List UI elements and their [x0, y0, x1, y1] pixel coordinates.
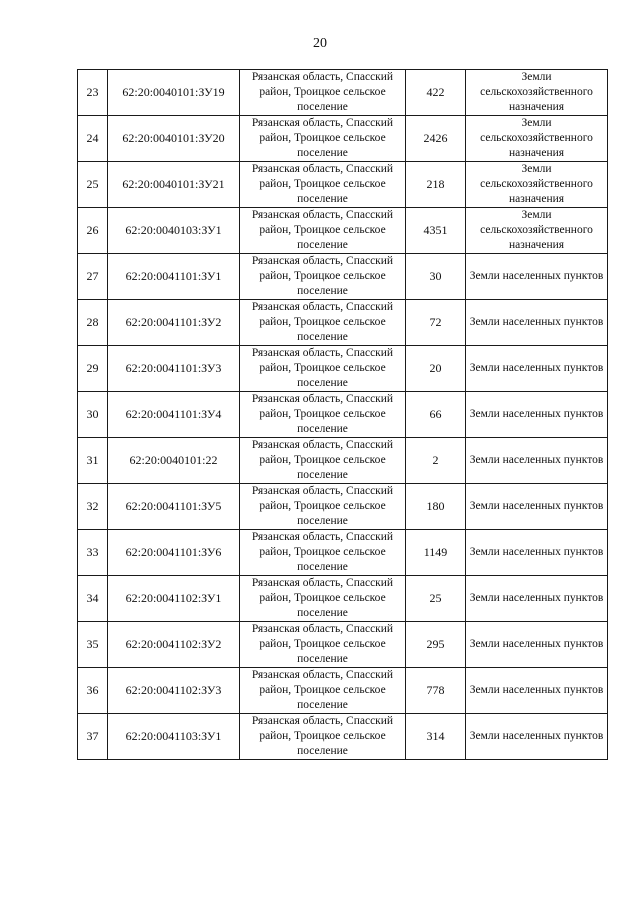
area-cell: 66: [406, 392, 466, 438]
cadastral-number-cell: 62:20:0040101:ЗУ21: [108, 162, 240, 208]
row-number-cell: 34: [78, 576, 108, 622]
area-cell: 20: [406, 346, 466, 392]
table-row: [78, 714, 608, 760]
land-category-cell: Земли населенных пунктов: [466, 576, 608, 622]
land-category-cell: Земли населенных пунктов: [466, 668, 608, 714]
address-cell: Рязанская область, Спасский район, Троицкое сельское поселение: [240, 438, 406, 484]
address-cell: Рязанская область, Спасский район, Троицкое сельское поселение: [240, 392, 406, 438]
cadastral-number-cell: 62:20:0041102:ЗУ1: [108, 576, 240, 622]
cadastral-number-cell: 62:20:0041101:ЗУ2: [108, 300, 240, 346]
land-category-cell: Земли населенных пунктов: [466, 484, 608, 530]
row-number-cell: 37: [78, 714, 108, 760]
table-row: [78, 70, 608, 116]
land-category-cell: Земли населенных пунктов: [466, 622, 608, 668]
area-cell: 72: [406, 300, 466, 346]
row-number-cell: 32: [78, 484, 108, 530]
land-category-cell: Земли населенных пунктов: [466, 254, 608, 300]
land-category-cell: Земли сельскохозяйственного назначения: [466, 70, 608, 116]
address-cell: Рязанская область, Спасский район, Троицкое сельское поселение: [240, 208, 406, 254]
address-cell: Рязанская область, Спасский район, Троицкое сельское поселение: [240, 484, 406, 530]
address-cell: Рязанская область, Спасский район, Троицкое сельское поселение: [240, 300, 406, 346]
address-cell: Рязанская область, Спасский район, Троицкое сельское поселение: [240, 714, 406, 760]
table-row: [78, 530, 608, 576]
table-row: [78, 254, 608, 300]
cadastral-number-cell: 62:20:0041102:ЗУ2: [108, 622, 240, 668]
area-cell: 218: [406, 162, 466, 208]
address-cell: Рязанская область, Спасский район, Троицкое сельское поселение: [240, 668, 406, 714]
row-number-cell: 29: [78, 346, 108, 392]
cadastral-number-cell: 62:20:0041102:ЗУ3: [108, 668, 240, 714]
cadastral-number-cell: 62:20:0041101:ЗУ6: [108, 530, 240, 576]
cadastral-number-cell: 62:20:0041103:ЗУ1: [108, 714, 240, 760]
table-row: [78, 576, 608, 622]
cadastral-number-cell: 62:20:0041101:ЗУ4: [108, 392, 240, 438]
address-cell: Рязанская область, Спасский район, Троицкое сельское поселение: [240, 116, 406, 162]
land-category-cell: Земли сельскохозяйственного назначения: [466, 162, 608, 208]
cadastral-number-cell: 62:20:0040101:ЗУ20: [108, 116, 240, 162]
land-category-cell: Земли сельскохозяйственного назначения: [466, 208, 608, 254]
area-cell: 2426: [406, 116, 466, 162]
row-number-cell: 35: [78, 622, 108, 668]
row-number-cell: 31: [78, 438, 108, 484]
land-category-cell: Земли населенных пунктов: [466, 530, 608, 576]
area-cell: 778: [406, 668, 466, 714]
row-number-cell: 33: [78, 530, 108, 576]
area-cell: 295: [406, 622, 466, 668]
address-cell: Рязанская область, Спасский район, Троицкое сельское поселение: [240, 346, 406, 392]
area-cell: 180: [406, 484, 466, 530]
area-cell: 30: [406, 254, 466, 300]
land-category-cell: Земли населенных пунктов: [466, 346, 608, 392]
row-number-cell: 28: [78, 300, 108, 346]
area-cell: 25: [406, 576, 466, 622]
cadastral-number-cell: 62:20:0040103:ЗУ1: [108, 208, 240, 254]
row-number-cell: 24: [78, 116, 108, 162]
table-row: [78, 392, 608, 438]
land-category-cell: Земли населенных пунктов: [466, 714, 608, 760]
row-number-cell: 25: [78, 162, 108, 208]
table-row: [78, 162, 608, 208]
area-cell: 314: [406, 714, 466, 760]
table-row: [78, 300, 608, 346]
table-row: [78, 668, 608, 714]
address-cell: Рязанская область, Спасский район, Троицкое сельское поселение: [240, 254, 406, 300]
cadastral-number-cell: 62:20:0041101:ЗУ1: [108, 254, 240, 300]
area-cell: 1149: [406, 530, 466, 576]
cadastral-number-cell: 62:20:0040101:ЗУ19: [108, 70, 240, 116]
row-number-cell: 23: [78, 70, 108, 116]
table-row: [78, 484, 608, 530]
cadastral-number-cell: 62:20:0040101:22: [108, 438, 240, 484]
address-cell: Рязанская область, Спасский район, Троицкое сельское поселение: [240, 162, 406, 208]
address-cell: Рязанская область, Спасский район, Троицкое сельское поселение: [240, 576, 406, 622]
land-category-cell: Земли населенных пунктов: [466, 438, 608, 484]
row-number-cell: 26: [78, 208, 108, 254]
table-row: [78, 346, 608, 392]
table-row: [78, 208, 608, 254]
area-cell: 4351: [406, 208, 466, 254]
row-number-cell: 36: [78, 668, 108, 714]
page-number: 20: [313, 36, 327, 51]
address-cell: Рязанская область, Спасский район, Троицкое сельское поселение: [240, 530, 406, 576]
address-cell: Рязанская область, Спасский район, Троицкое сельское поселение: [240, 622, 406, 668]
land-plots-table: [77, 69, 608, 760]
cadastral-number-cell: 62:20:0041101:ЗУ3: [108, 346, 240, 392]
land-category-cell: Земли населенных пунктов: [466, 392, 608, 438]
land-category-cell: Земли сельскохозяйственного назначения: [466, 116, 608, 162]
area-cell: 2: [406, 438, 466, 484]
table-row: [78, 622, 608, 668]
row-number-cell: 30: [78, 392, 108, 438]
cadastral-number-cell: 62:20:0041101:ЗУ5: [108, 484, 240, 530]
address-cell: Рязанская область, Спасский район, Троицкое сельское поселение: [240, 70, 406, 116]
area-cell: 422: [406, 70, 466, 116]
land-category-cell: Земли населенных пунктов: [466, 300, 608, 346]
table-body: [78, 70, 608, 760]
table-row: [78, 438, 608, 484]
table-row: [78, 116, 608, 162]
row-number-cell: 27: [78, 254, 108, 300]
